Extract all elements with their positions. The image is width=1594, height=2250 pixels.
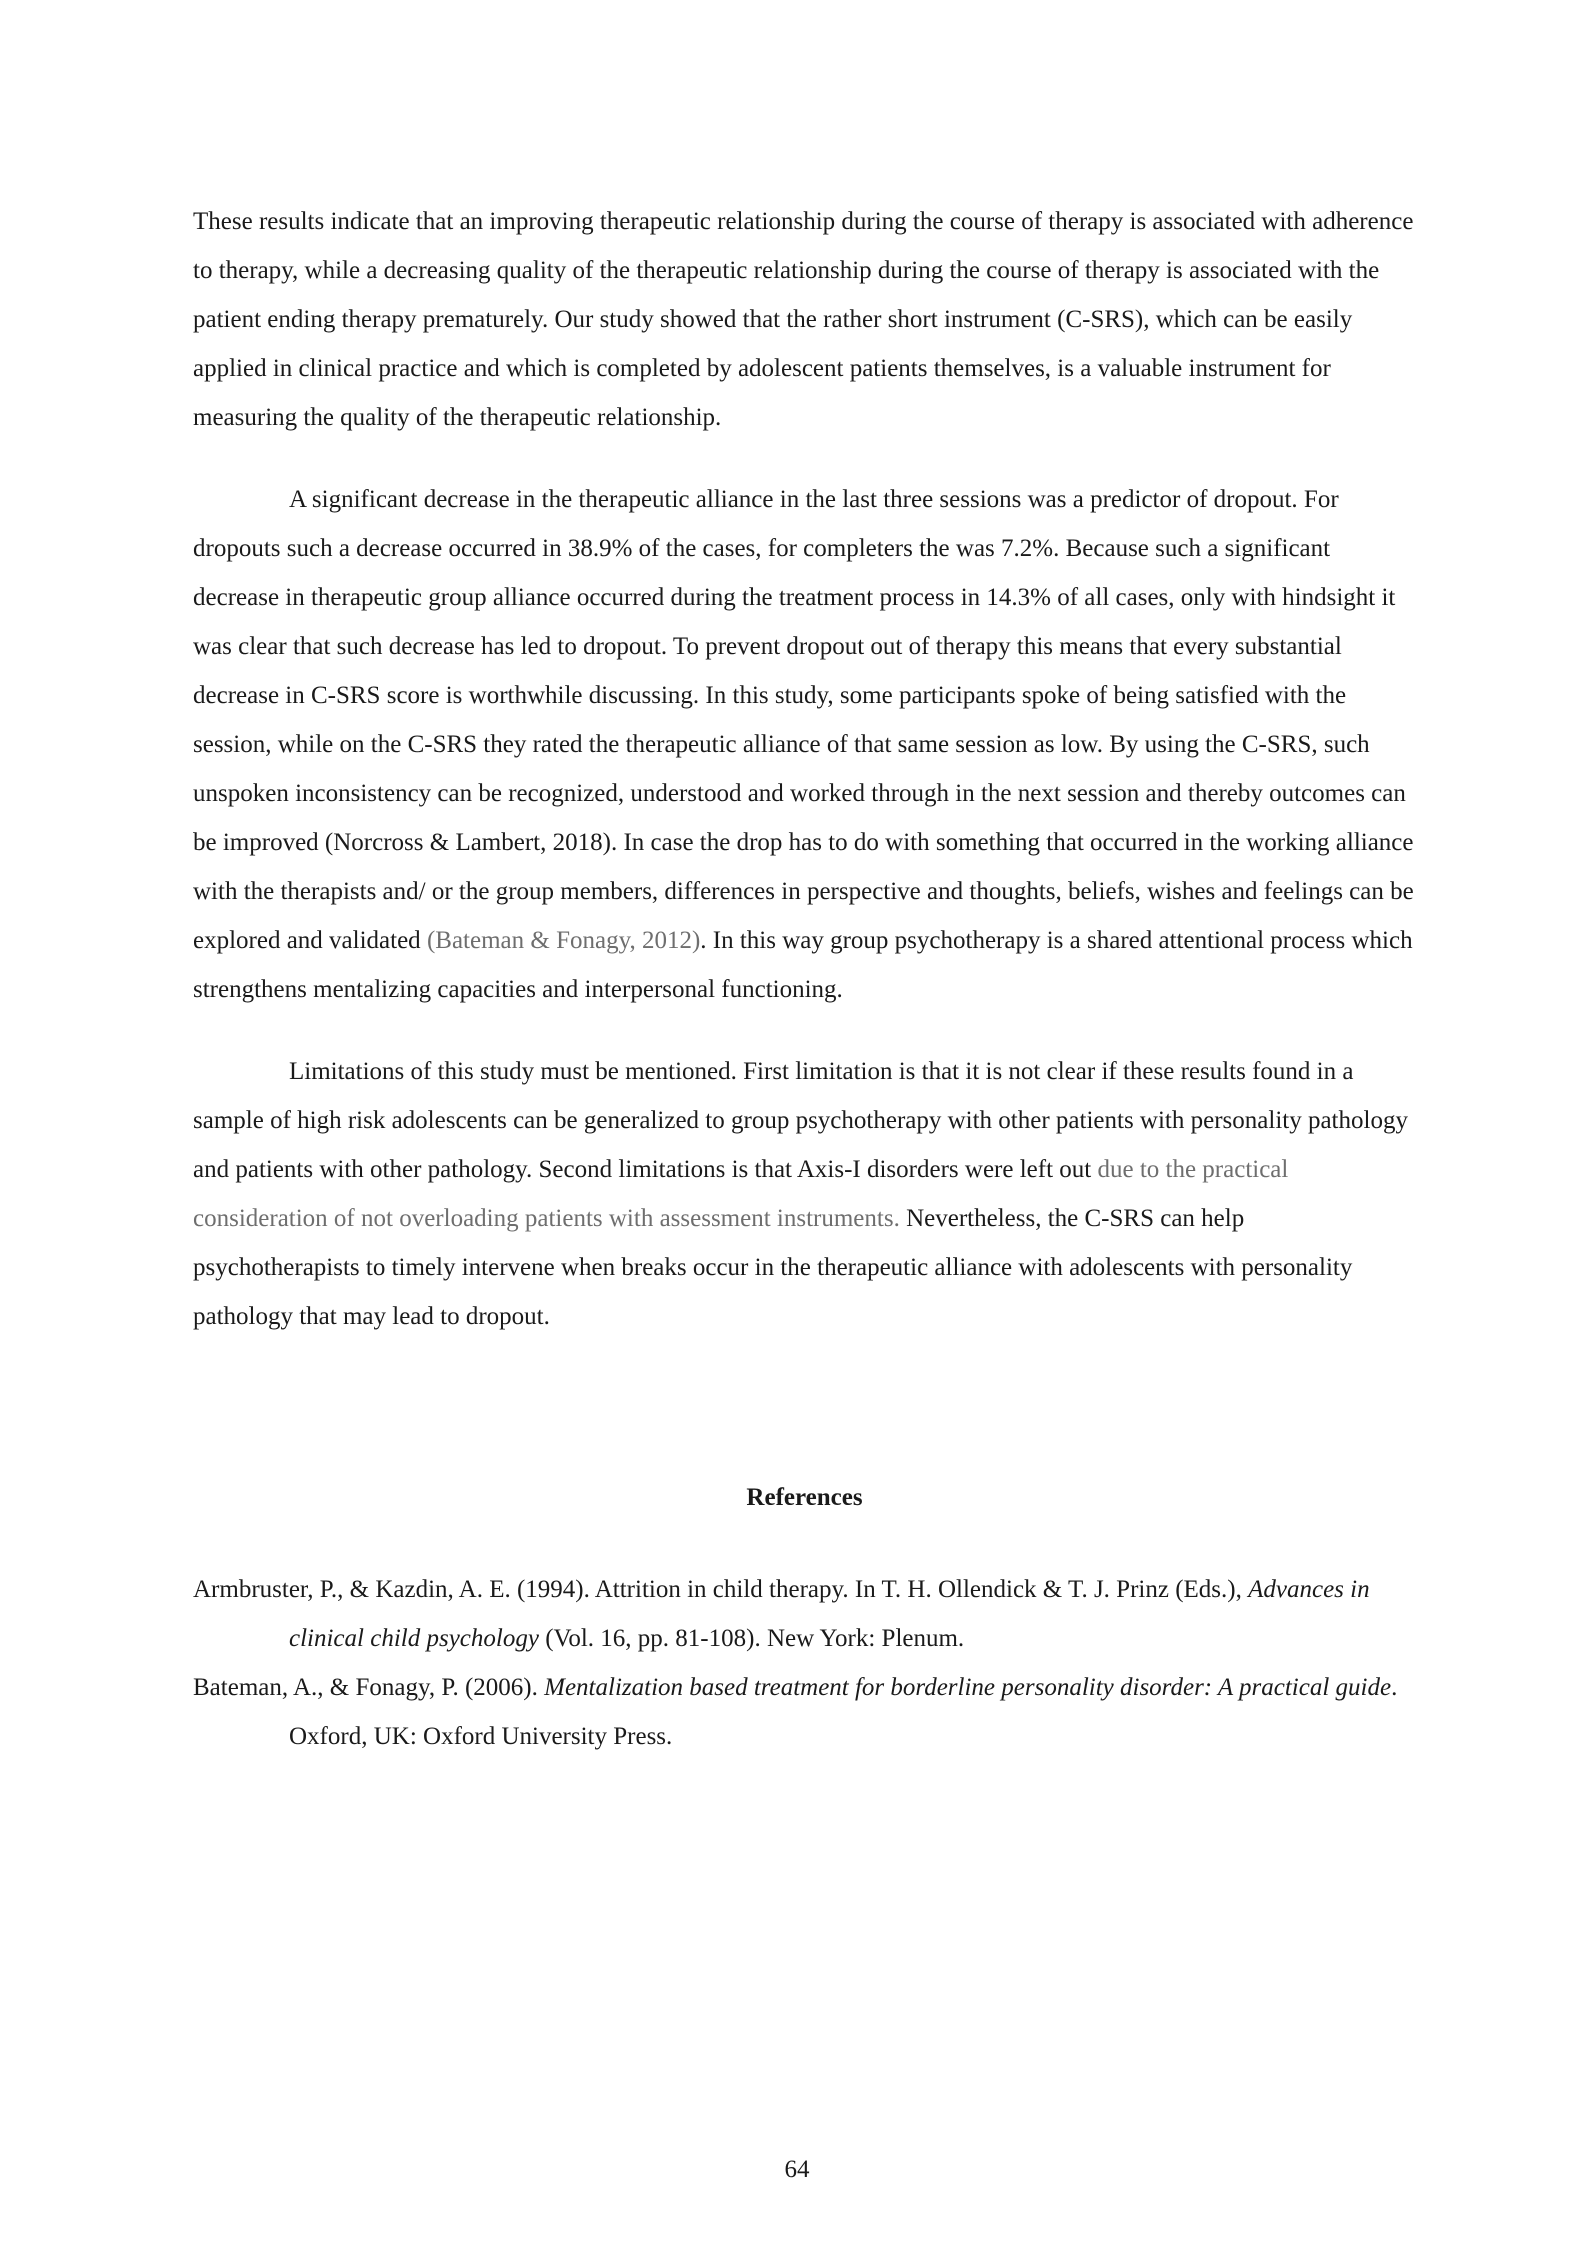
body-paragraph-2 <box>193 475 1416 1014</box>
paragraph-1-text: These results indicate that an improving therapeutic relationship during the course of therapy is associated with adherence to therapy, while a decreasing quality of the therapeutic relationship during the course of therapy is associated with the patient ending therapy prematurely. Our study showed that the rather short instrument (C-SRS), which can be easily applied in clinical practice and which is completed by adolescent patients themselves, is a valuable instrument for measuring the quality of the therapeutic relationship. <box>193 208 1414 431</box>
reference-2-italic-title: Mentalization based treatment for borderline personality disorder: A practical guide <box>544 1674 1392 1701</box>
reference-1-publisher: (Vol. 16, pp. 81-108). New York: Plenum. <box>538 1625 965 1652</box>
reference-2-authors-title: Bateman, A., & Fonagy, P. (2006). <box>193 1674 545 1701</box>
page-number: 64 <box>784 2156 810 2183</box>
reference-entry <box>193 1565 1416 1663</box>
reference-entry <box>193 1663 1416 1761</box>
paragraph-2-text-continued: . In this way group psychotherapy is a shared attentional process which strengthens mentalizing capacities and interpersonal functioning. <box>193 927 1413 1003</box>
references-list <box>193 1565 1416 1761</box>
body-paragraph-1 <box>193 197 1416 442</box>
paragraph-2-text: A significant decrease in the therapeutic alliance in the last three sessions was a predictor of dropout. For dropouts such a decrease occurred in 38.9% of the cases, for completers the was 7.2%. Because such a significant decrease in therapeutic group alliance occurred during the treatment process in 14.3% of all cases, only with hindsight it was clear that such decrease has led to dropout. To prevent dropout out of therapy this means that every substantial decrease in C-SRS score is worthwhile discussing. In this study, some participants spoke of being satisfied with the session, while on the C-SRS they rated the therapeutic alliance of that same session as low. By using the C-SRS, such unspoken inconsistency can be recognized, understood and worked through in the next session and thereby outcomes can be improved (Norcross & Lambert, 2018). In case the drop has to do with something that occurred in the working alliance with the therapists and/ or the group members, differences in perspective and thoughts, beliefs, wishes and feelings can be explored and validated <box>193 486 1414 954</box>
body-paragraph-3 <box>193 1047 1416 1341</box>
paragraph-2-citation: (Bateman & Fonagy, 2012) <box>426 927 701 954</box>
references-heading: References <box>746 1484 863 1511</box>
paragraph-3-text-continued: Nevertheless, the C-SRS can help psychotherapists to timely intervene when breaks occur in the therapeutic alliance with adolescents with personality pathology that may lead to dropout. <box>193 1205 1353 1330</box>
reference-1-authors-title: Armbruster, P., & Kazdin, A. E. (1994). Attrition in child therapy. In T. H. Ollendick & T. J. Prinz (Eds.), <box>193 1576 1249 1603</box>
paragraph-3-text: Limitations of this study must be mentioned. First limitation is that it is not clear if these results found in a sample of high risk adolescents can be generalized to group psychotherapy with other patients with personality pathology and patients with other pathology. Second limitations is that Axis-I disorders were left out <box>193 1058 1408 1183</box>
reference-2-publisher: . Oxford, UK: Oxford University Press. <box>289 1674 1398 1750</box>
paragraph-3-muted-text: due to the practical consideration of not overloading patients with assessment instruments. <box>193 1156 1289 1232</box>
reference-1-italic-title: Advances in clinical child psychology <box>289 1576 1370 1652</box>
